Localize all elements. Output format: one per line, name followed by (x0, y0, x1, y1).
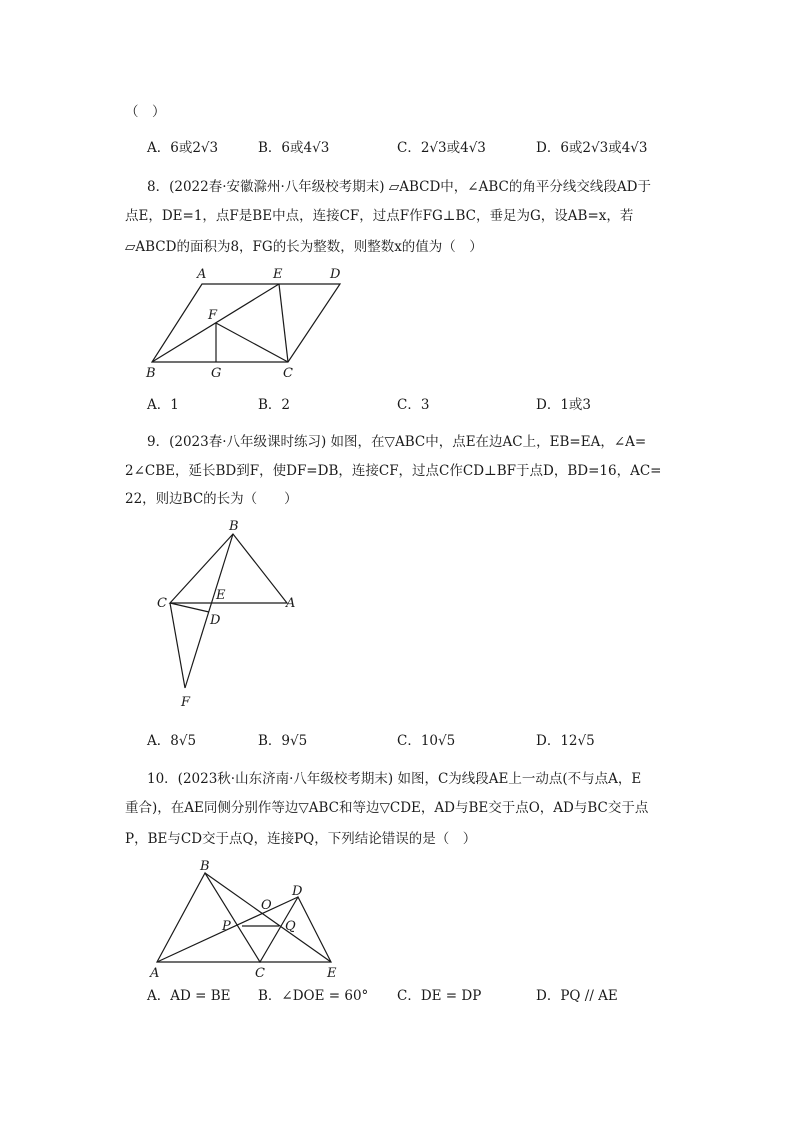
q10-option-c: C．DE = DP (397, 988, 482, 1004)
q10-label-c: C (255, 966, 265, 980)
q10-option-a: A．AD = BE (147, 988, 231, 1004)
q10-label-b: B (200, 859, 210, 874)
q9-label-f: F (181, 695, 191, 710)
q10-stem-line-2: 重合)，在AE同侧分别作等边▽ABC和等边▽CDE，AD与BE交于点O，AD与BC交于点 (125, 800, 649, 816)
q8-option-c: C．3 (397, 397, 430, 413)
q9-label-e: E (216, 588, 226, 603)
q8-segment-fc (216, 323, 288, 362)
q8-label-b: B (146, 366, 156, 381)
q8-label-g: G (211, 366, 222, 381)
q9-stem-line-2: 2∠CBE，延长BD到F，使DF=DB，连接CF，过点C作CD⊥BF于点D，BD=16，AC= (125, 463, 662, 479)
q9-label-d: D (210, 613, 221, 628)
q9-label-a: A (286, 596, 296, 611)
q8-option-d: D．1或3 (536, 397, 592, 413)
q10-triangle-abc (157, 873, 260, 962)
q8-label-f: F (208, 308, 218, 323)
q10-label-p: P (222, 919, 231, 934)
q8-parallelogram-figure (140, 262, 360, 382)
q9-option-b: B．9√5 (258, 733, 308, 749)
q10-stem-line-1: 10．(2023秋·山东济南·八年级校考期末) 如图，C为线段AE上一动点(不与点A，E (147, 771, 642, 787)
q8-stem-line-2: 点E，DE=1，点F是BE中点，连接CF，过点F作FG⊥BC，垂足为G，设AB=x，若 (125, 208, 634, 224)
q7-option-b: B．6或4√3 (258, 140, 330, 156)
q9-stem-line-3: 22，则边BC的长为（ ） (125, 491, 298, 507)
q9-label-c: C (157, 596, 167, 611)
q8-parallelogram-abcd (152, 284, 340, 362)
q9-segment-bf (185, 534, 233, 688)
q9-segment-cf (170, 603, 185, 688)
q7-option-d: D．6或2√3或4√3 (536, 140, 648, 156)
q10-option-d: D．PQ // AE (536, 988, 618, 1004)
q10-label-a: A (150, 966, 160, 980)
q9-triangle-figure (150, 516, 330, 716)
q10-equilateral-figure (145, 855, 355, 980)
q10-label-q: Q (285, 919, 296, 934)
q8-option-a: A．1 (147, 397, 179, 413)
q9-triangle-abc (170, 534, 287, 603)
q10-stem-line-3: P，BE与CD交于点Q，连接PQ，下列结论错误的是（ ） (125, 831, 477, 847)
q10-label-o: O (261, 898, 272, 913)
q9-option-a: A．8√5 (147, 733, 197, 749)
q8-stem-line-1: 8．(2022春·安徽滁州·八年级校考期末) ▱ABCD中，∠ABC的角平分线交线段AD于 (147, 179, 651, 195)
q8-option-b: B．2 (258, 397, 291, 413)
q9-label-b: B (229, 519, 239, 534)
q9-option-c: C．10√5 (397, 733, 456, 749)
q8-label-a: A (197, 267, 207, 282)
q10-label-d: D (292, 884, 303, 899)
q10-option-b: B．∠DOE = 60° (258, 988, 369, 1004)
q8-label-c: C (283, 366, 293, 381)
q7-option-a: A．6或2√3 (147, 140, 219, 156)
q9-option-d: D．12√5 (536, 733, 595, 749)
q9-segment-cd (170, 603, 209, 612)
q8-segment-ec (279, 284, 288, 362)
q7-option-c: C．2√3或4√3 (397, 140, 486, 156)
q8-stem-line-3: ▱ABCD的面积为8，FG的长为整数，则整数x的值为（ ） (125, 239, 483, 255)
q10-label-e: E (327, 966, 337, 980)
q8-label-d: D (330, 267, 341, 282)
q9-stem-line-1: 9．(2023春·八年级课时练习) 如图，在▽ABC中，点E在边AC上，EB=EA，∠A= (147, 434, 647, 450)
q8-label-e: E (273, 267, 283, 282)
q7-stem-tail: （ ） (125, 104, 166, 120)
